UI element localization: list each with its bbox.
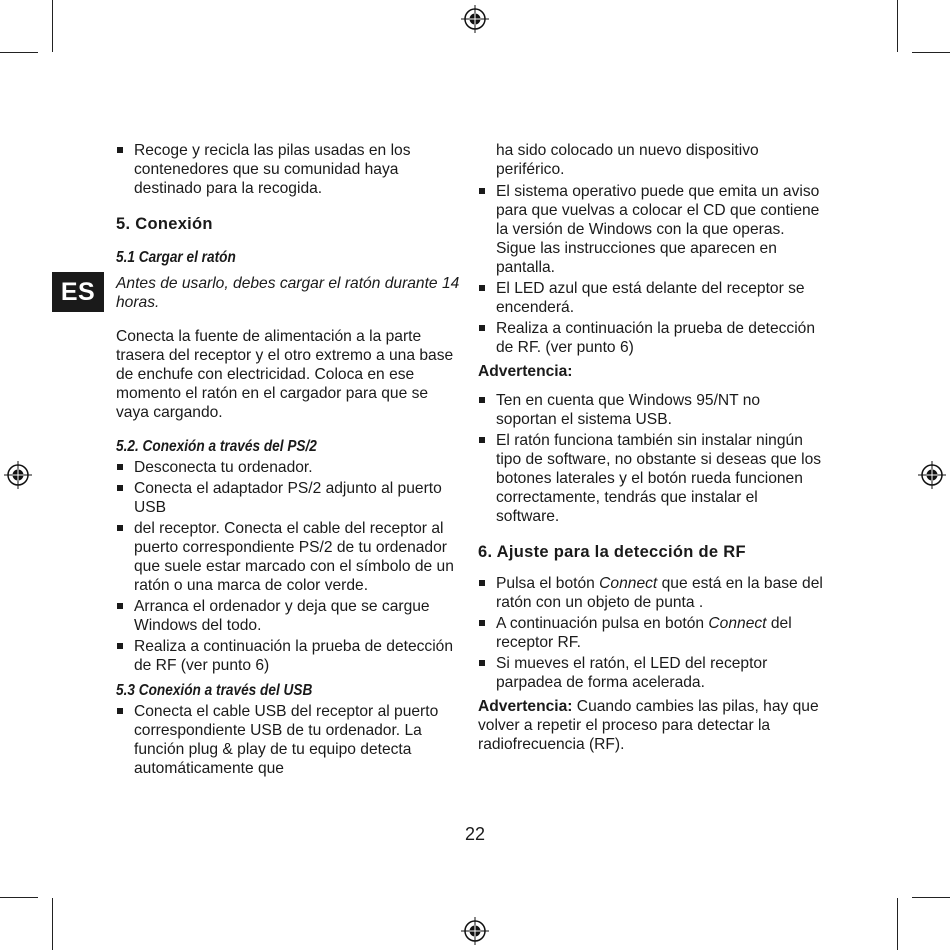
section-5-1-heading: 5.1 Cargar el ratón [116, 249, 236, 266]
charge-note: Antes de usarlo, debes cargar el ratón durante 14 horas. [116, 275, 460, 311]
usb-steps [116, 702, 461, 778]
crop-mark [0, 52, 38, 53]
crop-mark [912, 897, 950, 898]
warning-2 [478, 697, 823, 754]
list-item [478, 574, 823, 612]
list-item: Arranca el ordenador y deja que se cargue Windows del todo. [116, 597, 461, 635]
registration-mark-icon [461, 917, 489, 945]
list-item: El LED azul que está delante del receptor se encenderá. [478, 279, 823, 317]
intro-list [116, 141, 461, 198]
section-5-3-heading: 5.3 Conexión a través del USB [116, 682, 313, 699]
warning-label: Advertencia: [478, 363, 573, 380]
list-item: Conecta el cable USB del receptor al puerto correspondiente USB de tu ordenador. La función plug & play de tu equipo detecta automáticamente que [116, 702, 461, 778]
registration-mark-icon [461, 5, 489, 33]
list-item: Conecta el adaptador PS/2 adjunto al puerto USB [116, 479, 461, 517]
text-segment: Pulsa el botón [496, 575, 600, 592]
language-tab: ES [52, 272, 104, 312]
list-item: del receptor. Conecta el cable del receptor al puerto correspondiente PS/2 de tu ordenador que suele estar marcado con el símbolo de un ratón o una marca de color verde. [116, 519, 461, 595]
text-segment: A continuación pulsa en botón [496, 615, 709, 632]
list-item: Desconecta tu ordenador. [116, 458, 461, 477]
registration-mark-icon [4, 461, 32, 489]
list-item: El ratón funciona también sin instalar ningún tipo de software, no obstante si deseas que los botones laterales y el botón rueda funcionen correctamente, tendrás que instalar el software. [478, 431, 823, 526]
usb-steps-continued [478, 182, 823, 357]
continued-text: ha sido colocado un nuevo dispositivo periférico. [496, 142, 759, 178]
ps2-steps [116, 458, 461, 675]
crop-mark [0, 897, 38, 898]
list-item: El sistema operativo puede que emita un aviso para que vuelvas a colocar el CD que contiene la versión de Windows con la que operas. Sigue las instrucciones que aparecen en pantalla. [478, 182, 823, 277]
registration-mark-icon [918, 461, 946, 489]
list-item: Realiza a continuación la prueba de detección de RF. (ver punto 6) [478, 319, 823, 357]
right-column [478, 141, 823, 754]
page-number: 22 [464, 824, 486, 844]
rf-steps [478, 574, 823, 692]
connect-term: Connect [599, 575, 658, 592]
list-item: Realiza a continuación la prueba de detección de RF (ver punto 6) [116, 637, 461, 675]
crop-mark [912, 52, 950, 53]
crop-mark [52, 0, 53, 52]
text-segment: del receptor RF. [496, 615, 792, 651]
list-item: Si mueves el ratón, el LED del receptor parpadea de forma acelerada. [478, 654, 823, 692]
left-column [116, 141, 461, 780]
warning-text: Cuando cambies las pilas, hay que volver a repetir el proceso para detectar la radiofrecuencia (RF). [478, 698, 819, 753]
warning-label: Advertencia: [478, 698, 573, 715]
crop-mark [52, 898, 53, 950]
crop-mark [897, 898, 898, 950]
section-5-2-heading: 5.2. Conexión a través del PS/2 [116, 438, 317, 455]
text-segment: que está en la base del ratón con un objeto de punta . [496, 575, 823, 611]
section-6-heading: 6. Ajuste para la detección de RF [478, 543, 746, 561]
charge-body: Conecta la fuente de alimentación a la parte trasera del receptor y el otro extremo a una base de enchufe con electricidad. Coloca en ese momento el ratón en el cargador para que se vaya cargando. [116, 328, 454, 421]
warning-list [478, 391, 823, 526]
crop-mark [897, 0, 898, 52]
list-item [478, 614, 823, 652]
list-item: Recoge y recicla las pilas usadas en los contenedores que su comunidad haya destinado para la recogida. [116, 141, 461, 198]
list-item: Ten en cuenta que Windows 95/NT no soportan el sistema USB. [478, 391, 823, 429]
connect-term: Connect [708, 615, 767, 632]
section-5-heading: 5. Conexión [116, 215, 213, 233]
